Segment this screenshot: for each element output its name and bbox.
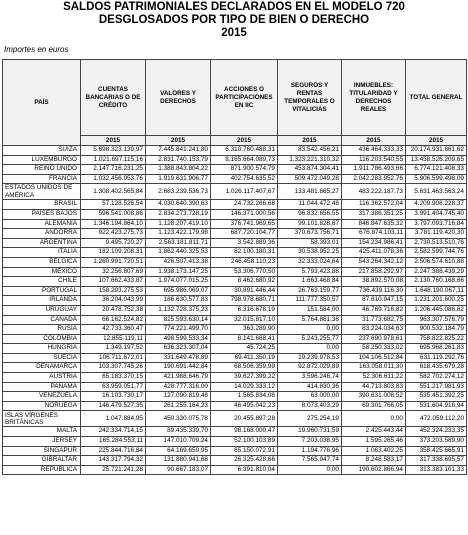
amount-value: 83.542.456,21: [278, 146, 342, 156]
amount-value: 2.563.181.811,71: [146, 238, 211, 248]
amount-value: 52.306.611,22: [342, 373, 406, 383]
country-name: REINO UNIDO: [3, 165, 81, 175]
amount-value: 2.042.283.952,76: [342, 174, 406, 184]
amount-value: 390.631.008,52: [342, 392, 406, 402]
country-name: NORUEGA: [3, 401, 81, 411]
title-line-2: DESGLOSADOS POR TIPO DE BIEN O DERECHO: [98, 14, 370, 26]
total-value: 758.822.825,22: [406, 334, 467, 344]
amount-value: 163.058.011,30: [342, 363, 406, 373]
header-year: 2015: [278, 136, 342, 146]
amount-value: 12.855.119,11: [81, 334, 146, 344]
total-value: 900.532.184,79: [406, 325, 467, 335]
amount-value: 5.793.423,88: [278, 267, 342, 277]
amount-value: 1.595.265,46: [342, 437, 406, 447]
amount-value: 52.100.103,89: [211, 437, 278, 447]
amount-value: 317.386.351,25: [342, 209, 406, 219]
amount-value: 69.411.350,19: [211, 353, 278, 363]
amount-value: 69.301.766,05: [342, 401, 406, 411]
header-iic-shares: ACCIONES O PARTICIPACIONES EN IIC: [211, 60, 278, 136]
amount-value: 44.713.803,83: [342, 382, 406, 392]
table-row: [3, 296, 467, 306]
amount-value: 111.777.350,57: [278, 296, 342, 306]
amount-value: 20.478.752,38: [81, 305, 146, 315]
amount-value: 32.256.807,69: [81, 267, 146, 277]
total-value: 695.968.261,83: [406, 344, 467, 354]
amount-value: 64.169.659,95: [146, 446, 211, 456]
amount-value: 4.030.640.390,63: [146, 200, 211, 210]
header-bank-accounts: CUENTAS BANCARIAS O DE CRÉDITO: [81, 60, 146, 136]
total-value: 531.604.916,94: [406, 401, 467, 411]
amount-value: 8.462.680,92: [211, 277, 278, 287]
total-value: 2.506.574.610,88: [406, 257, 467, 267]
table-row: [3, 200, 467, 210]
amount-value: 421.988.646,79: [146, 373, 211, 383]
total-value: 20.174.931.661,62: [406, 146, 467, 156]
table-row: [3, 305, 467, 315]
amount-value: 106.711.672,01: [81, 353, 146, 363]
table-row: [3, 257, 467, 267]
amount-value: 695.986.069,07: [146, 286, 211, 296]
amount-value: 182.109.208,31: [81, 248, 146, 258]
amount-value: 151.584,00: [278, 305, 342, 315]
total-value: 582.702.274,12: [406, 373, 467, 383]
amount-value: 26.325.428,66: [211, 456, 278, 466]
total-value: 313.383.101,33: [406, 465, 467, 475]
country-name: REPUBLICA: [3, 465, 81, 475]
amount-value: 92.872.029,89: [278, 363, 342, 373]
amount-value: 32.333.024,64: [278, 257, 342, 267]
amount-value: 596.541.008,86: [81, 209, 146, 219]
country-name: DENAMARCA: [3, 363, 81, 373]
table-row: [3, 286, 467, 296]
amount-value: 190.602.866,94: [342, 465, 406, 475]
amount-value: 331.649.478,89: [146, 353, 211, 363]
table-row: [3, 248, 467, 258]
amount-value: 425.411.078,36: [342, 248, 406, 258]
total-value: 3.797.093.716,84: [406, 219, 467, 229]
table-row: [3, 456, 467, 466]
amount-value: 1.132.728.375,23: [146, 305, 211, 315]
country-name: LUXEMBURGO: [3, 155, 81, 165]
title-year: 2015: [221, 27, 247, 39]
amount-value: 1.021.697.115,16: [81, 155, 146, 165]
amount-value: 127.090.819,48: [146, 392, 211, 402]
header-insurance: SEGUROS Y RENTAS TEMPORALES O VITALICIAS: [278, 60, 342, 136]
amount-value: 63.959.051,77: [81, 382, 146, 392]
country-name: RUSIA: [3, 325, 81, 335]
country-name: HUNGRÍA: [3, 344, 81, 354]
table-row: [3, 277, 467, 287]
amount-value: 8.141.668,41: [211, 334, 278, 344]
amount-value: 1.026.117.407,67: [211, 184, 278, 200]
table-row: [3, 363, 467, 373]
amount-value: 1.565.834,08: [211, 392, 278, 402]
amount-value: 16.103.730,17: [81, 392, 146, 402]
amount-value: 39.627.399,22: [211, 373, 278, 383]
amount-value: 45.724,25: [211, 344, 278, 354]
amount-value: 1.911.786.493,66: [342, 165, 406, 175]
country-name: BRASIL: [3, 200, 81, 210]
total-value: 317.338.695,57: [406, 456, 467, 466]
table-body: [3, 146, 467, 475]
total-value: 535.451.392,25: [406, 392, 467, 402]
amount-value: 0,00: [342, 411, 406, 427]
total-value: 5.631.463.563,24: [406, 184, 467, 200]
total-value: 373.203.589,90: [406, 437, 467, 447]
amount-value: 89.435.339,70: [146, 427, 211, 437]
amount-value: 20.455.897,28: [211, 411, 278, 427]
header-real-estate: INMUEBLES: TITULARIDAD Y DERECHOS REALES: [342, 60, 406, 136]
amount-value: 676.874.103,11: [342, 229, 406, 239]
header-country: PAÍS: [3, 60, 81, 146]
country-name: CANADÁ: [3, 315, 81, 325]
table-row: [3, 229, 467, 239]
amount-value: 426.507.413,38: [146, 257, 211, 267]
amount-value: 1.047.884,95: [81, 411, 146, 427]
amount-value: 146.371.000,56: [211, 209, 278, 219]
amount-value: 5.698.323.139,97: [81, 146, 146, 156]
amount-value: 2.683.239.536,73: [146, 184, 211, 200]
table-row: [3, 344, 467, 354]
amount-value: 66.162.524,82: [81, 315, 146, 325]
amount-value: 0,00: [278, 325, 342, 335]
table-row: [3, 165, 467, 175]
amount-value: 1.032.456.953,76: [81, 174, 146, 184]
amount-value: 6.391.810,04: [211, 465, 278, 475]
amount-value: 736.439.116,30: [342, 286, 406, 296]
amount-value: 96.832.656,55: [278, 209, 342, 219]
amount-value: 63.000,00: [278, 392, 342, 402]
country-name: ALEMANIA: [3, 219, 81, 229]
amount-value: 1.862.440.325,53: [146, 248, 211, 258]
header-year: 2015: [342, 136, 406, 146]
amount-value: 1.663.468,84: [278, 277, 342, 287]
table-row: [3, 353, 467, 363]
amount-value: 1.388.843.804,22: [146, 165, 211, 175]
amount-value: 87.610.947,15: [342, 296, 406, 306]
amount-value: 147.010.709,24: [146, 437, 211, 447]
header-securities: VALORES Y DERECHOS: [146, 60, 211, 136]
amount-value: 1.938.173.147,25: [146, 267, 211, 277]
country-name: PANAMÁ: [3, 382, 81, 392]
amount-value: 7.445.841.241,80: [146, 146, 211, 156]
amount-value: 428.777.316,00: [146, 382, 211, 392]
country-name: CHILE: [3, 277, 81, 287]
total-value: 1.206.445.086,62: [406, 305, 467, 315]
country-name: COLOMBIA: [3, 334, 81, 344]
amount-value: 225.844.716,84: [81, 446, 146, 456]
amount-value: 7.565.947,74: [278, 456, 342, 466]
amount-value: 90.667.183,07: [146, 465, 211, 475]
country-name: BÉLGICA: [3, 257, 81, 267]
total-value: 2.582.599.744,76: [406, 248, 467, 258]
amount-value: 242.334.714,15: [81, 427, 146, 437]
amount-value: 116.203.540,55: [342, 155, 406, 165]
table-row: [3, 334, 467, 344]
amount-value: 1.128.207.419,10: [146, 219, 211, 229]
amount-value: 1.919.631.906,77: [146, 174, 211, 184]
amount-value: 36.204.043,99: [81, 296, 146, 306]
amount-value: 1.260.991.720,51: [81, 257, 146, 267]
country-name: MALTA: [3, 427, 81, 437]
amount-value: 26.763.159,77: [278, 286, 342, 296]
total-value: 1.648.190.067,11: [406, 286, 467, 296]
amount-value: 363.289,90: [211, 325, 278, 335]
amount-value: 1.323.221.310,32: [278, 155, 342, 165]
amount-value: 46.495.042,23: [211, 401, 278, 411]
amount-value: 871.900.574,79: [211, 165, 278, 175]
amount-value: 19.960.731,59: [278, 427, 342, 437]
total-value: 631.119.292,76: [406, 353, 467, 363]
amount-value: 846.847.635,32: [342, 219, 406, 229]
amount-value: 58.393,01: [278, 238, 342, 248]
amount-value: 133.481.865,27: [278, 184, 342, 200]
amount-value: 2.425.443,44: [342, 427, 406, 437]
amount-value: 237.690.978,61: [342, 334, 406, 344]
amount-value: 2.147.716.231,25: [81, 165, 146, 175]
amount-value: 3.596.246,74: [278, 373, 342, 383]
amount-value: 1.346.194.864,10: [81, 219, 146, 229]
total-value: 2.247.388.439,29: [406, 267, 467, 277]
amount-value: 116.362.572,04: [342, 200, 406, 210]
table-row: [3, 209, 467, 219]
amount-value: 543.264.342,12: [342, 257, 406, 267]
table-row: [3, 219, 467, 229]
country-name: JERSEY: [3, 437, 81, 447]
amount-value: 6.316.678,19: [211, 305, 278, 315]
amount-value: 450.330.075,78: [146, 411, 211, 427]
table-row: [3, 446, 467, 456]
total-value: 963.307.576,79: [406, 315, 467, 325]
amount-value: 46.769.716,82: [342, 305, 406, 315]
country-name: GIBRALTAR: [3, 456, 81, 466]
total-value: 358.425.665,91: [406, 446, 467, 456]
amount-value: 376.741.969,65: [211, 219, 278, 229]
amount-value: 7.203.038,95: [278, 437, 342, 447]
amount-value: 146.479.527,35: [81, 401, 146, 411]
amount-value: 1.123.422.179,98: [146, 229, 211, 239]
amount-value: 24.732.266,68: [211, 200, 278, 210]
amount-value: 246.458.110,23: [211, 257, 278, 267]
amount-value: 8.073.403,29: [278, 401, 342, 411]
amount-value: 158.293.275,53: [81, 286, 146, 296]
total-value: 3.991.404.745,40: [406, 209, 467, 219]
country-name: ARGENTINA: [3, 238, 81, 248]
table-row: [3, 184, 467, 200]
country-name: SINGAPUR: [3, 446, 81, 456]
amount-value: 186.630.577,83: [146, 296, 211, 306]
units-note: Importes en euros: [4, 45, 69, 54]
total-value: 551.217.981,93: [406, 382, 467, 392]
header-year: 2015: [406, 136, 467, 146]
amount-value: 483.222.187,73: [342, 184, 406, 200]
amount-value: 687.720.104,77: [211, 229, 278, 239]
amount-value: 154.234.986,41: [342, 238, 406, 248]
amount-value: 131.880.941,68: [146, 456, 211, 466]
table-row: [3, 325, 467, 335]
amount-value: 1.308.402.565,84: [81, 184, 146, 200]
table-row: [3, 155, 467, 165]
amount-value: 6.310.760.488,31: [211, 146, 278, 156]
amount-value: 31.773.682,75: [342, 315, 406, 325]
amount-value: 57.128.526,54: [81, 200, 146, 210]
amount-value: 190.691.442,84: [146, 363, 211, 373]
country-name: ITALIA: [3, 248, 81, 258]
total-value: 452.324.233,35: [406, 427, 467, 437]
amount-value: 217.858.292,97: [342, 267, 406, 277]
amount-value: 453.874.304,41: [278, 165, 342, 175]
amount-value: 1.194.776,96: [278, 446, 342, 456]
amount-value: 370.673.756,71: [278, 229, 342, 239]
amount-value: 509.472.049,28: [278, 174, 342, 184]
amount-value: 498.599.533,34: [146, 334, 211, 344]
table-row: [3, 437, 467, 447]
country-name: SUECIA: [3, 353, 81, 363]
amount-value: 1.349.197,52: [81, 344, 146, 354]
amount-value: 636.323.307,04: [146, 344, 211, 354]
amount-value: 83.224.034,63: [342, 325, 406, 335]
title-line-1: SALDOS PATRIMONIALES DECLARADOS EN EL MODELO 720: [63, 1, 405, 13]
amount-value: 825.593.630,14: [146, 315, 211, 325]
amount-value: 2.834.273.728,19: [146, 209, 211, 219]
amount-value: 798.978.680,71: [211, 296, 278, 306]
table-row: [3, 174, 467, 184]
amount-value: 65.183.370,15: [81, 373, 146, 383]
amount-value: 11.044.472,48: [278, 200, 342, 210]
country-name: SUIZA: [3, 146, 81, 156]
amount-value: 2.831.740.153,79: [146, 155, 211, 165]
table-row: [3, 411, 467, 427]
total-value: 4.209.908.228,37: [406, 200, 467, 210]
amount-value: 25.721.241,28: [81, 465, 146, 475]
country-name: FRANCIA: [3, 174, 81, 184]
report-title: [0, 0, 468, 40]
amount-value: 8.165.664.089,73: [211, 155, 278, 165]
amount-value: 53.306.770,50: [211, 267, 278, 277]
amount-value: 5.764.861,38: [278, 315, 342, 325]
amount-value: 1.063.402,25: [342, 446, 406, 456]
amount-value: 14.029.333,12: [211, 382, 278, 392]
amount-value: 414.830,36: [278, 382, 342, 392]
country-name: ANDORRA: [3, 229, 81, 239]
amount-value: 99.101.828,67: [278, 219, 342, 229]
country-name: AUSTRIA: [3, 373, 81, 383]
amount-value: 30.538.952,25: [278, 248, 342, 258]
amount-value: 82.100.180,31: [211, 248, 278, 258]
table-row: [3, 427, 467, 437]
amount-value: 774.221.499,70: [146, 325, 211, 335]
amount-value: 0,00: [278, 465, 342, 475]
amount-value: 402.754.635,52: [211, 174, 278, 184]
amount-value: 68.506.359,99: [211, 363, 278, 373]
country-name: MÉXICO: [3, 267, 81, 277]
table-row: [3, 401, 467, 411]
amount-value: 104.106.512,84: [342, 353, 406, 363]
amount-value: 19.239.978,53: [278, 353, 342, 363]
table-row: [3, 465, 467, 475]
amount-value: 65.150.072,91: [211, 446, 278, 456]
table-row: [3, 267, 467, 277]
country-name: IRLANDA: [3, 296, 81, 306]
total-value: 1.231.201.600,25: [406, 296, 467, 306]
country-name: ISLAS VÍRGENES BRITÁNICAS: [3, 411, 81, 427]
header-year: 2015: [211, 136, 278, 146]
amount-value: 261.255.164,23: [146, 401, 211, 411]
amount-value: 107.662.433,87: [81, 277, 146, 287]
amount-value: 103.307.745,26: [81, 363, 146, 373]
country-name: URUGUAY: [3, 305, 81, 315]
header-year: 2015: [146, 136, 211, 146]
table-row: [3, 238, 467, 248]
balances-table: [2, 59, 467, 475]
total-value: 2.130.760.168,66: [406, 277, 467, 287]
amount-value: 275.254,19: [278, 411, 342, 427]
country-name: VENEZUELA: [3, 392, 81, 402]
amount-value: 38.892.570,08: [342, 277, 406, 287]
table-row: [3, 146, 467, 156]
amount-value: 922.423.275,73: [81, 229, 146, 239]
table-row: [3, 382, 467, 392]
amount-value: 9.495.720,27: [81, 238, 146, 248]
amount-value: 3.542.889,36: [211, 238, 278, 248]
amount-value: 143.317.794,32: [81, 456, 146, 466]
amount-value: 8.248.583,17: [342, 456, 406, 466]
amount-value: 436.464.333,33: [342, 146, 406, 156]
amount-value: 30.891.446,44: [211, 286, 278, 296]
country-name: PAÍSES BAJOS: [3, 209, 81, 219]
amount-value: 58.250.333,02: [342, 344, 406, 354]
amount-value: 98.168.000,47: [211, 427, 278, 437]
amount-value: 42.733.360,47: [81, 325, 146, 335]
header-total: TOTAL GENERAL: [406, 60, 467, 136]
table-row: [3, 373, 467, 383]
amount-value: 1.974.077.015,25: [146, 277, 211, 287]
total-value: 13.458.526.209,65: [406, 155, 467, 165]
table-row: [3, 315, 467, 325]
country-name: PORTUGAL: [3, 286, 81, 296]
amount-value: 32.015.817,10: [211, 315, 278, 325]
total-value: 2.730.513.510,76: [406, 238, 467, 248]
total-value: 5.906.599.498,09: [406, 174, 467, 184]
total-value: 6.774.121.408,33: [406, 165, 467, 175]
amount-value: 0,00: [278, 344, 342, 354]
country-name: ESTADOS UNIDOS DE AMÉRICA: [3, 184, 81, 200]
total-value: 3.781.119.420,30: [406, 229, 467, 239]
header-year: 2015: [81, 136, 146, 146]
total-value: 472.059.112,20: [406, 411, 467, 427]
total-value: 618.435.679,28: [406, 363, 467, 373]
amount-value: 5.243.255,77: [278, 334, 342, 344]
amount-value: 165.284.553,11: [81, 437, 146, 447]
table-row: [3, 392, 467, 402]
